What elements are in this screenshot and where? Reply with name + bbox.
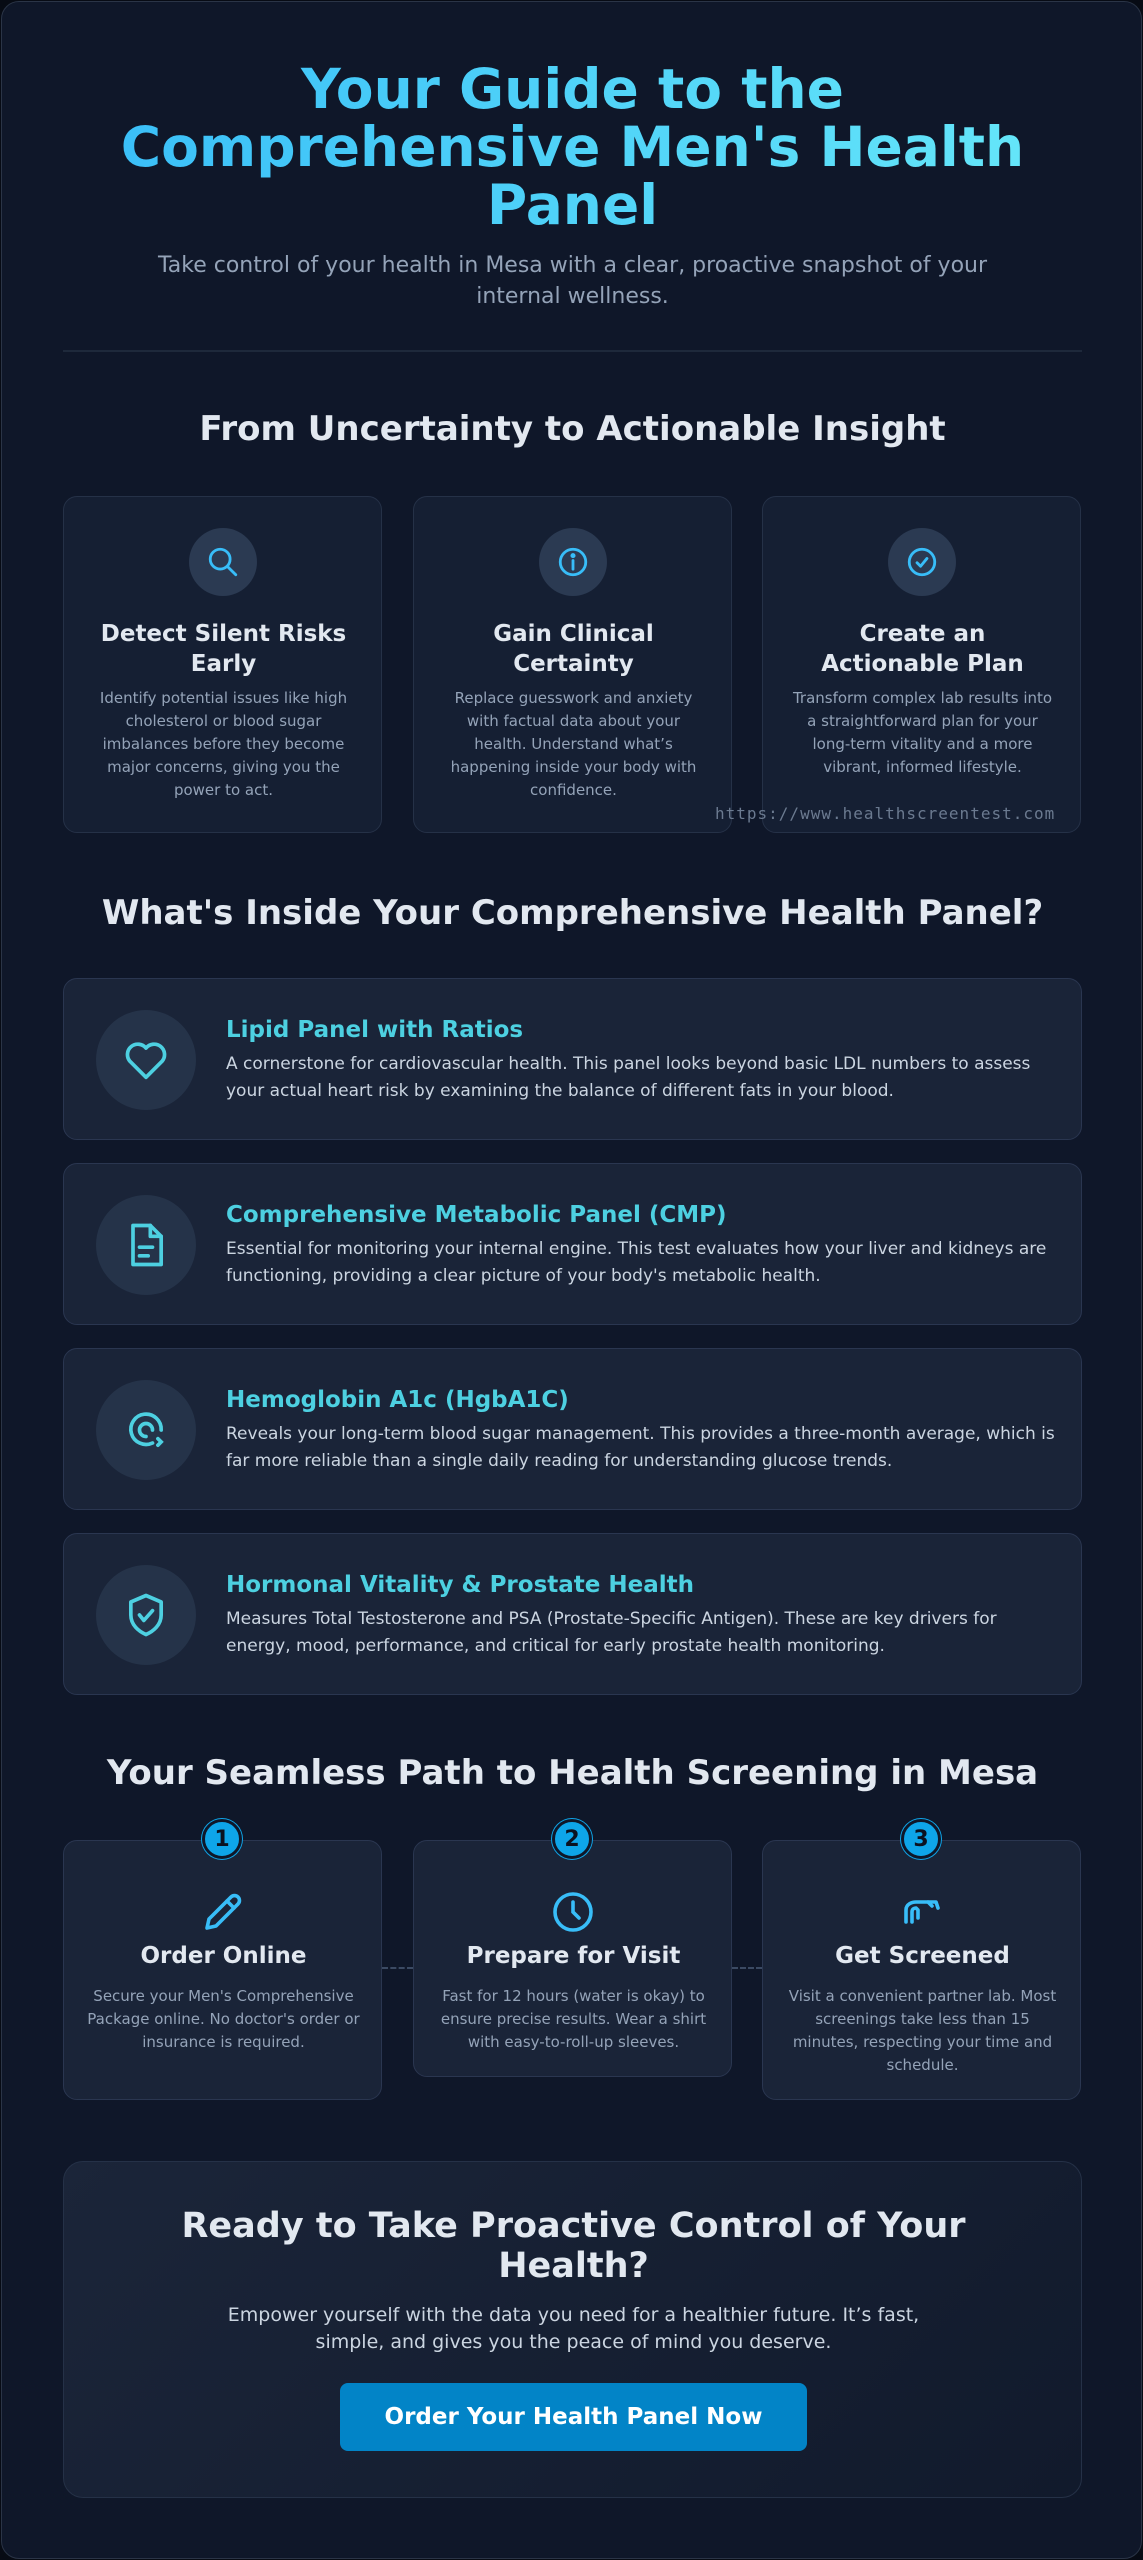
panel-item-a1c bbox=[63, 1348, 1082, 1510]
heart-icon bbox=[96, 1010, 196, 1110]
benefit-title: Gain Clinical Certainty bbox=[493, 621, 654, 677]
cta-title: Ready to Take Proactive Control of Your Health? bbox=[181, 2206, 966, 2286]
website-url[interactable]: https://www.healthscreentest.com bbox=[715, 804, 1056, 823]
panel-item-title: Lipid Panel with Ratios bbox=[226, 1017, 524, 1043]
step-order-online bbox=[63, 1840, 382, 2100]
step-prepare bbox=[413, 1840, 732, 2077]
arm-icon bbox=[893, 1883, 951, 1941]
step-get-screened bbox=[762, 1840, 1081, 2100]
divider bbox=[63, 350, 1082, 352]
step-title: Prepare for Visit bbox=[466, 1943, 681, 1969]
step-connector bbox=[382, 1967, 413, 1969]
cta-card bbox=[63, 2161, 1082, 2498]
document-icon bbox=[96, 1195, 196, 1295]
panel-item-text: Essential for monitoring your internal engine. This test evaluates how your liver and kidneys are functioning, providing a clear picture of your body's metabolic health. bbox=[226, 1239, 1047, 1286]
panel-item-title: Hemoglobin A1c (HgbA1C) bbox=[226, 1387, 569, 1413]
page bbox=[1, 1, 1142, 2559]
spiral-icon bbox=[96, 1380, 196, 1480]
benefit-text: Replace guesswork and anxiety with factual data about your health. Understand what’s happening inside your body with confidence. bbox=[450, 689, 697, 799]
panel-item-text: Measures Total Testosterone and PSA (Prostate-Specific Antigen). These are key drivers for energy, mood, performance, and critical for early prostate health monitoring. bbox=[226, 1609, 997, 1656]
clock-icon bbox=[544, 1883, 602, 1941]
cta-text: Empower yourself with the data you need for a healthier future. It’s fast, simple, and gives you the peace of mind you deserve. bbox=[227, 2304, 920, 2353]
benefit-title: Create an Actionable Plan bbox=[821, 621, 1024, 677]
step-text: Secure your Men's Comprehensive Package online. No doctor's order or insurance is required. bbox=[87, 1987, 360, 2051]
panel-heading: What's Inside Your Comprehensive Health Panel? bbox=[101, 893, 1044, 933]
panel-item-text: A cornerstone for cardiovascular health. This panel looks beyond basic LDL numbers to assess your actual heart risk by examining the balance of different fats in your blood. bbox=[226, 1054, 1031, 1101]
step-text: Visit a convenient partner lab. Most screenings take less than 15 minutes, respecting your time and schedule. bbox=[788, 1987, 1057, 2074]
step-connector bbox=[732, 1967, 762, 1969]
benefit-text: Identify potential issues like high cholesterol or blood sugar imbalances before they become major concerns, giving you the power to act. bbox=[99, 689, 348, 799]
benefit-title: Detect Silent Risks Early bbox=[100, 621, 347, 677]
info-icon bbox=[539, 528, 607, 596]
step-title: Order Online bbox=[140, 1943, 307, 1969]
page-title: Your Guide to the Comprehensive Men's Health Panel bbox=[62, 60, 1083, 234]
step-text: Fast for 12 hours (water is okay) to ensure precise results. Wear a shirt with easy-to-roll-up sleeves. bbox=[440, 1987, 707, 2051]
order-health-panel-button[interactable]: Order Your Health Panel Now bbox=[340, 2383, 807, 2451]
panel-item-lipid bbox=[63, 978, 1082, 1140]
check-circle-icon bbox=[888, 528, 956, 596]
step-number-badge: 2 bbox=[552, 1819, 592, 1859]
benefits-heading: From Uncertainty to Actionable Insight bbox=[199, 409, 946, 449]
pencil-icon bbox=[194, 1883, 252, 1941]
panel-item-title: Comprehensive Metabolic Panel (CMP) bbox=[226, 1202, 727, 1228]
step-number-badge: 1 bbox=[202, 1819, 242, 1859]
page-subtitle: Take control of your health in Mesa with a clear, proactive snapshot of your internal wellness. bbox=[157, 253, 988, 309]
search-icon bbox=[189, 528, 257, 596]
panel-item-hormonal bbox=[63, 1533, 1082, 1695]
benefit-card-certainty bbox=[413, 496, 732, 833]
panel-item-text: Reveals your long-term blood sugar management. This provides a three-month average, which is far more reliable than a single daily reading for understanding glucose trends. bbox=[226, 1424, 1055, 1471]
step-number-badge: 3 bbox=[901, 1819, 941, 1859]
benefit-text: Transform complex lab results into a straightforward plan for your long-term vitality and a more vibrant, informed lifestyle. bbox=[792, 689, 1053, 776]
shield-check-icon bbox=[96, 1565, 196, 1665]
steps-heading: Your Seamless Path to Health Screening in Mesa bbox=[106, 1753, 1039, 1793]
benefit-card-plan bbox=[762, 496, 1081, 833]
step-title: Get Screened bbox=[835, 1943, 1010, 1969]
panel-item-cmp bbox=[63, 1163, 1082, 1325]
panel-item-title: Hormonal Vitality & Prostate Health bbox=[226, 1572, 694, 1598]
benefit-card-detect bbox=[63, 496, 382, 833]
